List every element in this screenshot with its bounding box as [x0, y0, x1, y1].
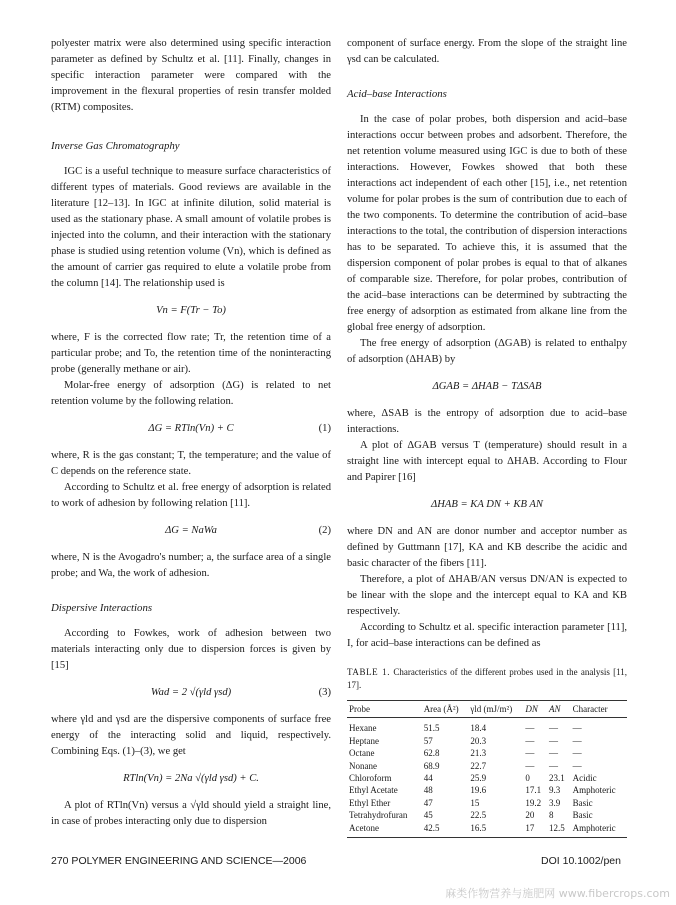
equation-text: ΔG = RTln(Vn) + C [148, 423, 234, 434]
equation-text: RTln(Vn) = 2Na √(γld γsd) + C. [123, 773, 259, 784]
table-cell: Basic [572, 797, 593, 808]
paragraph: polyester matrix were also determined using specific interaction parameter as defined by Schultz et al. [11]. Finally, changes in specific interaction parameter were compared with the improvement in the flexural properties of resin transfer molded (RTM) composites. [51, 38, 331, 113]
equation-4 [51, 764, 331, 794]
table-cell: — [572, 748, 582, 759]
paragraph: where, R is the gas constant; T, the temperature; and the value of C depends on the reference state. [51, 450, 331, 477]
table-cell: 3.9 [549, 797, 561, 808]
paragraph: According to Schultz et al. specific interaction parameter [11], I, for acid–base interactions can be defined as [347, 622, 627, 649]
table-row [347, 747, 627, 759]
watermark: 麻类作物营养与施肥网 www.fibercrops.com [445, 887, 670, 900]
table-cell: 22.7 [470, 760, 487, 771]
table-cell: Acidic [572, 773, 597, 784]
paragraph: IGC is a useful technique to measure surface characteristics of different types of materials. Good reviews are available in the literature [12–13]. In IGC at infinite dilution, solid material is used as the stationary phase. A small amount of volatile probes is injected into the column, and their interaction with the stationary phase is studied using retention volume (Vn), which is defined as the amount of carrier gas required to elute a volatile probe from the column [14]. The relationship used is [51, 166, 331, 289]
paragraph: The free energy of adsorption (ΔGAB) is related to enthalpy of adsorption (ΔHAB) by [347, 338, 627, 365]
table-cell: — [525, 748, 535, 759]
table-cell: 45 [423, 810, 433, 821]
table-cell: — [549, 723, 559, 734]
table-cell: Heptane [349, 735, 379, 746]
table-row [347, 797, 627, 809]
table-cell: 8 [549, 810, 554, 821]
equation-text: Wad = 2 √(γld γsd) [150, 687, 232, 698]
paragraph: where, F is the corrected flow rate; Tr, the retention time of a particular probe; and To, the retention time of the noninteracting probe (generally methane or air). [51, 332, 331, 375]
equation-6 [347, 490, 627, 520]
equation-3 [51, 678, 331, 708]
paragraph: According to Schultz et al. free energy of adsorption is related to work of adhesion by following relation [11]. [51, 482, 331, 509]
right-column [347, 36, 627, 838]
equation-vn [51, 296, 331, 326]
table-header: Character [571, 701, 627, 718]
table-cell: 20.3 [470, 735, 487, 746]
paragraph: Therefore, a plot of ΔHAB/AN versus DN/AN is expected to be linear with the slope and the intercept equal to KA and KB respectively. [347, 574, 627, 617]
section-heading-acid-base: Acid–base Interactions [347, 88, 447, 100]
equation-text: ΔHAB = KA DN + KB AN [431, 499, 543, 510]
table-cell: 23.1 [549, 773, 565, 784]
table-cell: Amphoteric [571, 822, 627, 838]
equation-number: (1) [318, 423, 331, 434]
paragraph: component of surface energy. From the slope of the straight line γsd can be calculated. [347, 38, 627, 65]
table-cell: 51.5 [423, 723, 440, 734]
equation-text: Vn = F(Tr − To) [156, 305, 226, 316]
table-cell: 42.5 [422, 822, 469, 838]
table-cell: — [572, 735, 582, 746]
equation-2 [51, 516, 331, 546]
table-caption-label: TABLE 1. [347, 667, 391, 677]
table-cell: 68.9 [423, 760, 440, 771]
table-cell: 62.8 [423, 748, 440, 759]
table-cell: — [525, 723, 535, 734]
table-cell: 48 [423, 785, 433, 796]
table-cell: Basic [572, 810, 593, 821]
footer-journal: 270 POLYMER ENGINEERING AND SCIENCE—2006 [51, 855, 307, 867]
table-row [347, 718, 627, 735]
table-cell: — [549, 735, 559, 746]
table-cell: — [572, 723, 582, 734]
section-heading-igc: Inverse Gas Chromatography [51, 140, 180, 152]
equation-number: (2) [318, 525, 331, 536]
table-header: AN [547, 701, 571, 718]
table-caption-text: Characteristics of the different probes used in the analysis [11, 17]. [347, 667, 628, 690]
table-cell: 12.5 [547, 822, 571, 838]
table-cell: 19.2 [525, 797, 542, 808]
table-cell: Nonane [349, 760, 377, 771]
paragraph: In the case of polar probes, both dispersion and acid–base interactions occur between probes and adsorbent. Therefore, the net retention volume measured using IGC is due to both of these interactions. However, Fowkes showed that both these interactions act independent of each other [15], i.e., net retention volume for polar probes is the sum of contribution due to each of the two components. To determine the contribution of acid–base interactions to the total, the contribution of dispersion interactions has to be separated. To achieve this, it is assumed that the dispersion component of polar probes is equal to that of alkanes of comparable size. Therefore, for polar probes, contribution of the acid–base interactions can be determined by subtracting the free energy of adsorption as estimated from alkane line from the global free energy of adsorption. [347, 114, 627, 333]
table-header: γld (mJ/m²) [468, 701, 523, 718]
table-header: Area (Å²) [422, 701, 469, 718]
table-row [347, 822, 627, 838]
table-cell: 16.5 [468, 822, 523, 838]
footer-doi: DOI 10.1002/pen [541, 855, 621, 867]
table-cell: 20 [525, 810, 535, 821]
table-cell: — [549, 748, 559, 759]
paragraph: where DN and AN are donor number and acceptor number as defined by Guttmann [17], KA and KB describe the acidic and basic character of the fibers [11]. [347, 526, 627, 569]
table-cell: 47 [423, 797, 433, 808]
paragraph: A plot of RTln(Vn) versus a √γld should yield a straight line, in case of probes interacting only due to dispersion [51, 800, 331, 827]
table-cell: 44 [423, 773, 433, 784]
table-cell: — [525, 735, 535, 746]
table-cell: 9.3 [549, 785, 561, 796]
section-heading-dispersive: Dispersive Interactions [51, 602, 153, 614]
table-cell: 19.6 [470, 785, 487, 796]
table-cell: 22.5 [470, 810, 487, 821]
table-row [347, 760, 627, 772]
equation-1 [51, 414, 331, 444]
table-cell: Acetone [347, 822, 422, 838]
table-cell: 21.3 [470, 748, 487, 759]
table-cell: Ethyl Ether [349, 797, 391, 808]
table-cell: 57 [423, 735, 433, 746]
table-cell: Octane [349, 748, 375, 759]
left-column [51, 36, 331, 830]
table-cell: 17.1 [525, 785, 542, 796]
table-cell: — [525, 760, 535, 771]
paragraph: Molar-free energy of adsorption (ΔG) is related to net retention volume by the following relation. [51, 380, 331, 407]
table-row [347, 809, 627, 821]
table-cell: 25.9 [470, 773, 487, 784]
equation-5 [347, 372, 627, 402]
table-cell: 0 [525, 773, 530, 784]
paragraph: According to Fowkes, work of adhesion between two materials interacting only due to dispersion forces is given by [15] [51, 628, 331, 671]
equation-text: ΔG = NaWa [165, 525, 217, 536]
table-cell: Chloroform [349, 773, 392, 784]
table-header: Probe [347, 701, 422, 718]
equation-text: ΔGAB = ΔHAB − TΔSAB [432, 381, 542, 392]
table-cell: 18.4 [470, 723, 487, 734]
probe-table [347, 700, 627, 838]
table-cell: — [572, 760, 582, 771]
table-cell: Ethyl Acetate [349, 785, 398, 796]
table-header: DN [523, 701, 547, 718]
table-caption [347, 666, 627, 692]
table-cell: Amphoteric [572, 785, 616, 796]
paragraph: where γld and γsd are the dispersive components of surface free energy of the interacting solid and liquid, respectively. Combining Eqs. (1)–(3), we get [51, 714, 331, 757]
table-row [347, 735, 627, 747]
paragraph: where, ΔSAB is the entropy of adsorption due to acid–base interactions. [347, 408, 627, 435]
table-cell: — [549, 760, 559, 771]
table-cell: 17 [523, 822, 547, 838]
paragraph: where, N is the Avogadro's number; a, the surface area of a single probe; and Wa, the work of adhesion. [51, 552, 331, 579]
table-cell: Hexane [349, 723, 377, 734]
table-row [347, 772, 627, 784]
equation-number: (3) [318, 687, 331, 698]
paragraph: A plot of ΔGAB versus T (temperature) should result in a straight line with intercept equal to ΔHAB. According to Flour and Papirer [16] [347, 440, 627, 483]
table-cell: Tetrahydrofuran [349, 810, 408, 821]
table-row [347, 784, 627, 796]
table-cell: 15 [470, 797, 480, 808]
